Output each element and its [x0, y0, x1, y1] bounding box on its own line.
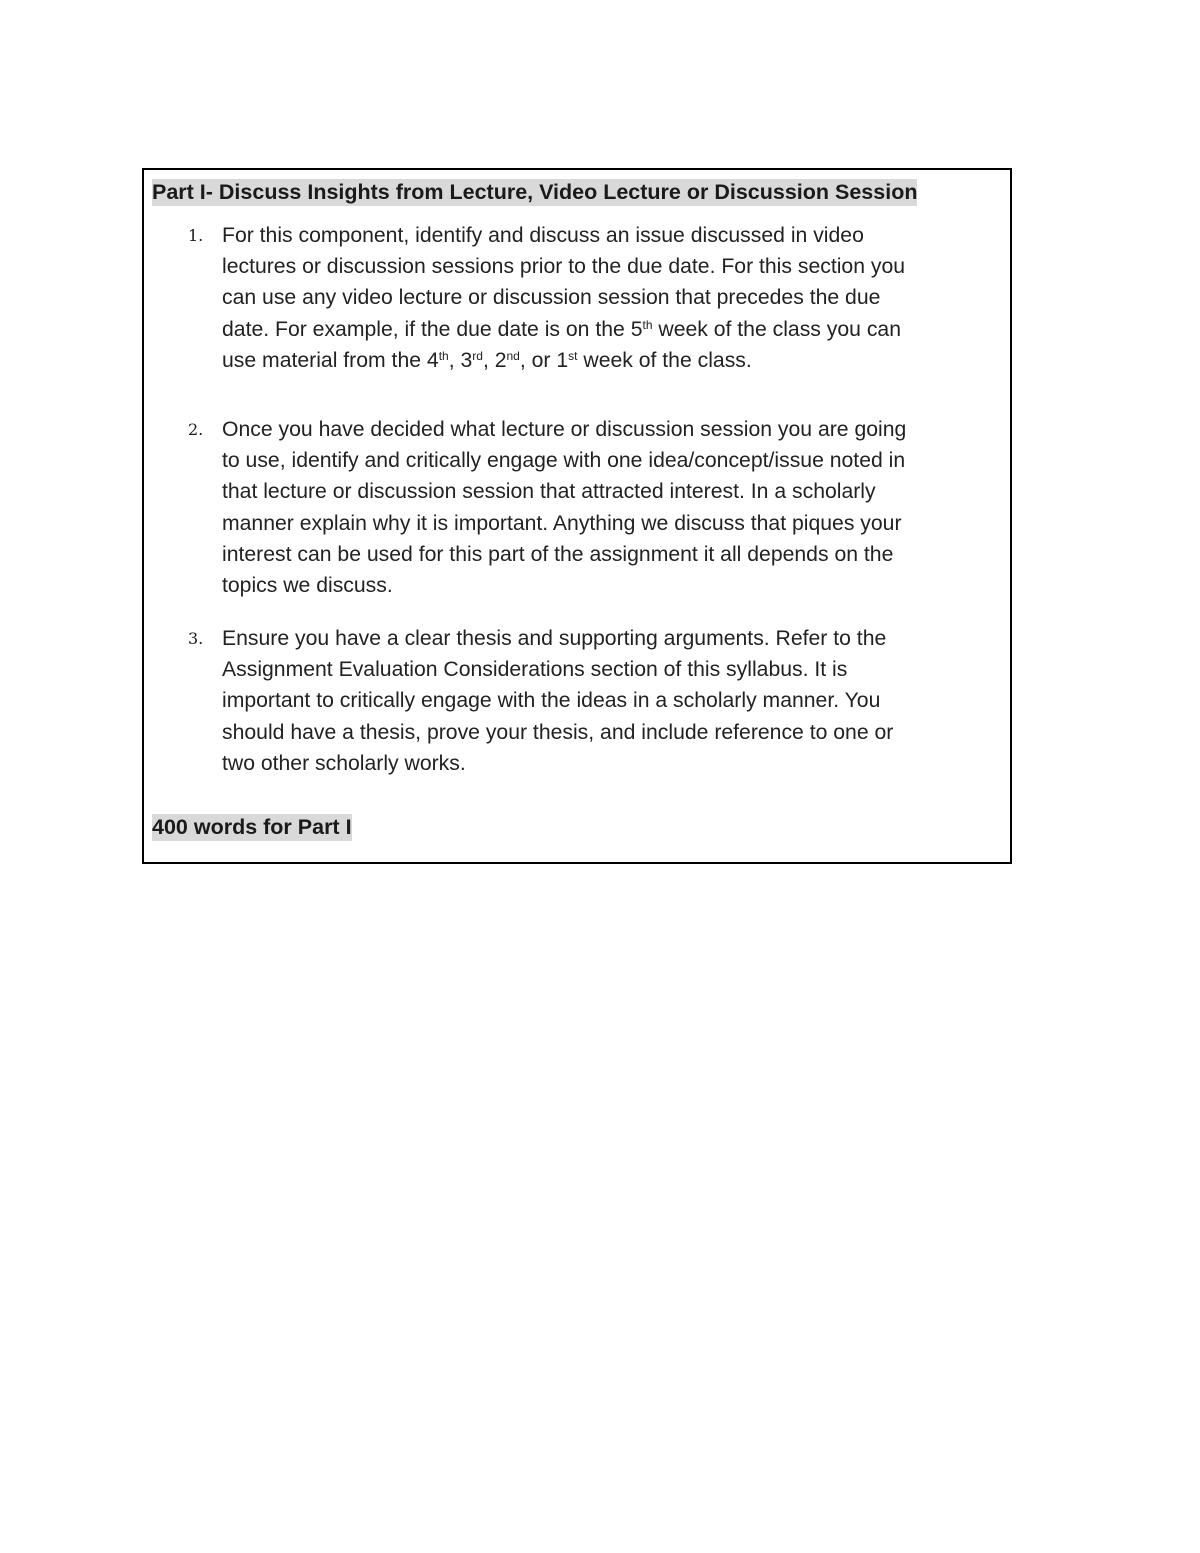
text-line: Ensure you have a clear thesis and supporting arguments. Refer to the	[222, 627, 887, 650]
text-line: that lecture or discussion session that attracted interest. In a scholarly	[222, 480, 876, 504]
list-item-number: 3.	[188, 629, 204, 648]
word-count-note: 400 words for Part I	[152, 815, 352, 839]
text-line: use material from the 4th, 3rd, 2nd, or 1st week of the class.	[222, 348, 752, 372]
text-line: can use any video lecture or discussion session that precedes the due	[222, 286, 881, 310]
list-item-text	[222, 220, 992, 376]
text-line: lectures or discussion sessions prior to the due date. For this section you	[222, 255, 906, 279]
text-line: important to critically engage with the ideas in a scholarly manner. You	[222, 689, 881, 713]
text-line: two other scholarly works.	[222, 751, 466, 775]
text-line: Assignment Evaluation Considerations section of this syllabus. It is	[222, 658, 848, 682]
text-line: to use, identify and critically engage with one idea/concept/issue noted in	[222, 449, 906, 473]
ordinal-suffix: nd	[506, 348, 520, 363]
text-line: should have a thesis, prove your thesis, and include reference to one or	[222, 720, 894, 744]
text-line: interest can be used for this part of the assignment it all depends on the	[222, 542, 894, 566]
assignment-box	[142, 168, 1012, 864]
list-item-number: 1.	[188, 226, 204, 245]
list-item-number: 2.	[188, 420, 204, 439]
text-line: For this component, identify and discuss an issue discussed in video	[222, 224, 864, 247]
ordinal-suffix: st	[568, 348, 578, 363]
section-heading: Part I- Discuss Insights from Lecture, Video Lecture or Discussion Session	[152, 180, 918, 204]
text-line: manner explain why it is important. Anything we discuss that piques your	[222, 511, 902, 535]
list-item-text	[222, 623, 992, 779]
text-line: topics we discuss.	[222, 574, 393, 598]
ordinal-suffix: th	[438, 348, 449, 363]
ordinal-suffix: th	[642, 317, 653, 332]
ordinal-suffix: rd	[472, 348, 483, 363]
text-line: Once you have decided what lecture or discussion session you are going	[222, 418, 907, 441]
list-item-text	[222, 414, 992, 601]
text-line: date. For example, if the due date is on the 5th week of the class you can	[222, 317, 901, 341]
